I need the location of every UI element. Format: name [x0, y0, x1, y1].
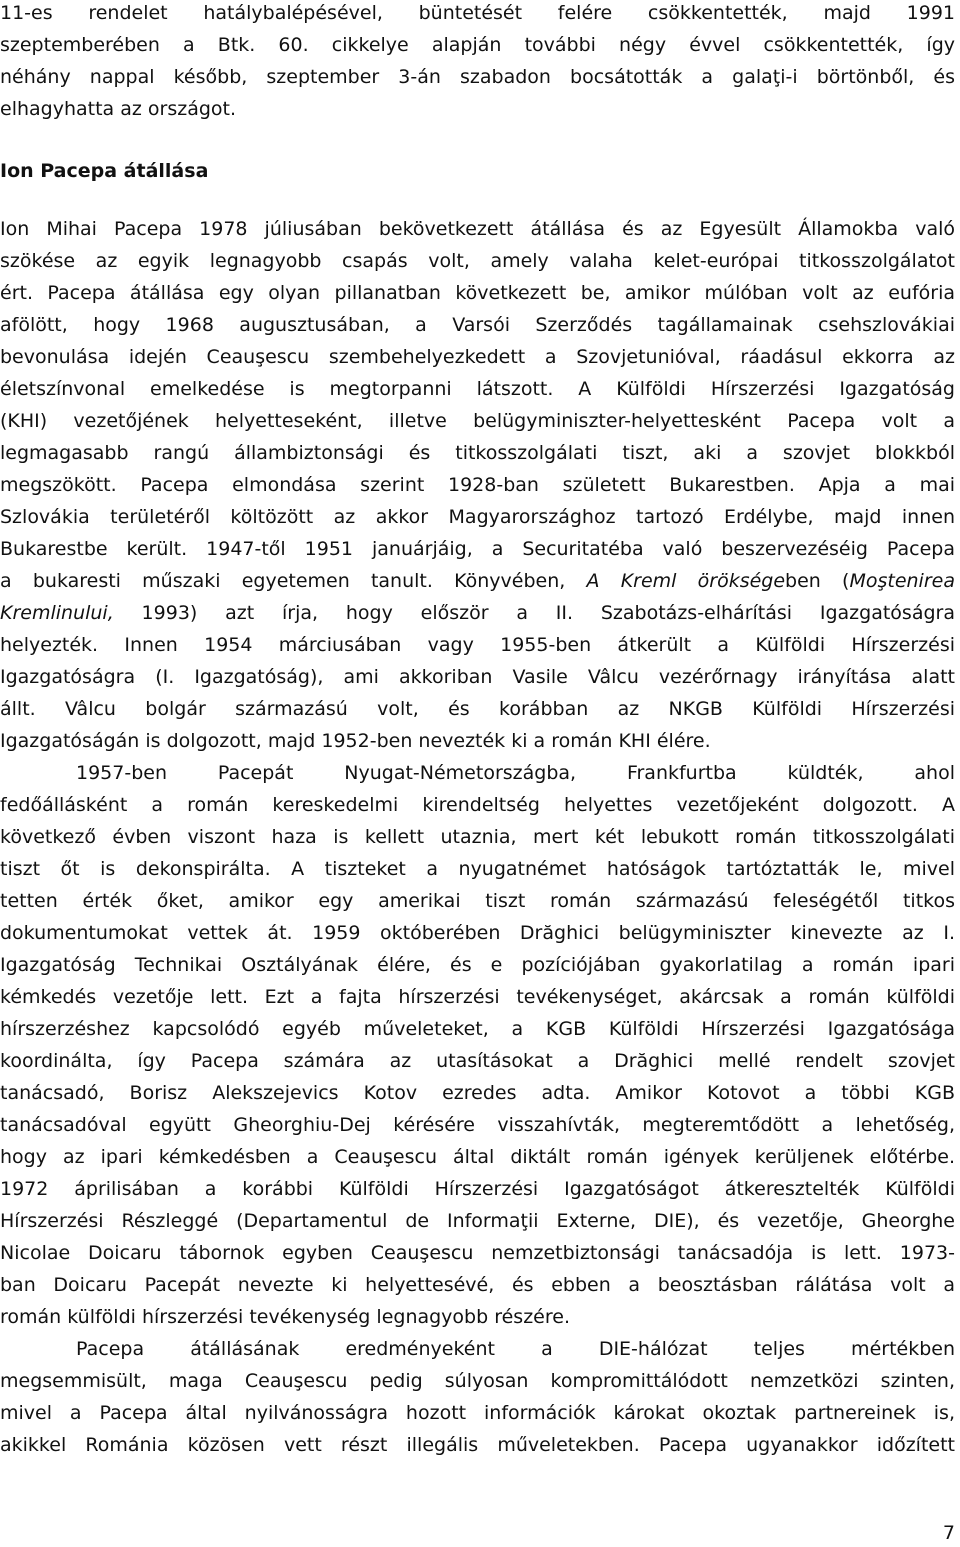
paragraph-line: tanácsadóval együtt Gheorghiu-Dej kérésére visszahívták, megteremtődött a lehetőség,	[0, 1114, 955, 1136]
paragraph-line: Ion Mihai Pacepa 1978 júliusában bekövetkezett átállása és az Egyesült Államokba való	[0, 218, 955, 240]
paragraph-line: bevonulása idején Ceauşescu szembehelyezkedett a Szovjetunióval, ráadásul ekkorra az	[0, 346, 955, 368]
paragraph-line: következő évben viszont haza is kellett utaznia, mert két lebukott román titkosszolgálati	[0, 826, 955, 848]
paragraph-line: Szlovákia területéről költözött az akkor Magyarországhoz tartozó Erdélybe, majd innen	[0, 506, 955, 528]
paragraph-line: tiszt őt is dekonspirálta. A tiszteket a nyugatnémet hatóságok tartóztatták le, mivel	[0, 858, 955, 880]
paragraph-line: mivel a Pacepa által nyilvánosságra hozott információk károkat okoztak partnereinek is,	[0, 1402, 955, 1424]
paragraph-line: Igazgatóság Technikai Osztályának élére, és e pozíciójában gyakorlatilag a román ipari	[0, 954, 955, 976]
paragraph-line: dokumentumokat vettek át. 1959 októberében Drăghici belügyminiszter kinevezte az I.	[0, 922, 955, 944]
paragraph-line: fedőállásként a román kereskedelmi kirendeltség helyettes vezetőjeként dolgozott. A	[0, 794, 955, 816]
page-number: 7	[942, 1522, 955, 1544]
line-text: a bukaresti műszaki egyetemen tanult. Könyvében,	[0, 570, 587, 592]
paragraph-line: életszínvonal emelkedése is megtorpanni látszott. A Külföldi Hírszerzési Igazgatóság	[0, 378, 955, 400]
original-title-end: Kremlinului,	[0, 602, 114, 624]
paragraph-line: megsemmisült, maga Ceauşescu pedig súlyosan kompromittálódott nemzetközi szinten,	[0, 1370, 955, 1392]
intro-line: néhány nappal később, szeptember 3-án szabadon bocsátották a galaţi-i börtönből, és	[0, 66, 955, 88]
paragraph-line: kémkedés vezetője lett. Ezt a fajta hírszerzési tevékenységet, akárcsak a román külföldi	[0, 986, 955, 1008]
paragraph-line: koordinálta, így Pacepa számára az utasításokat a Drăghici mellé rendelt szovjet	[0, 1050, 955, 1072]
intro-line: szeptemberében a Btk. 60. cikkelye alapján további négy évvel csökkentették, így	[0, 34, 955, 56]
line-text: 1993) azt írja, hogy először a II. Szabotázs-elhárítási Igazgatóságra	[113, 602, 955, 624]
line-text: ben (	[785, 570, 850, 592]
paragraph-line: Pacepa átállásának eredményeként a DIE-hálózat teljes mértékben	[76, 1338, 955, 1360]
section-heading: Ion Pacepa átállása	[0, 160, 209, 182]
paragraph-line-with-title	[0, 565, 955, 597]
paragraph-line: tetten érték őket, amikor egy amerikai tiszt román származású feleségétől titkos	[0, 890, 955, 912]
intro-line: 11-es rendelet hatálybalépésével, büntetését felére csökkentették, majd 1991	[0, 2, 955, 24]
paragraph-line: ban Doicaru Pacepát nevezte ki helyettesévé, és ebben a beosztásban rálátása volt a	[0, 1274, 955, 1296]
paragraph-line: helyezték. Innen 1954 márciusában vagy 1955-ben átkerült a Külföldi Hírszerzési	[0, 634, 955, 656]
intro-line: elhagyhatta az országot.	[0, 98, 237, 120]
paragraph-line: hogy az ipari kémkedésben a Ceauşescu által diktált román igények kerüljenek előtérbe.	[0, 1146, 955, 1168]
paragraph-line: legmagasabb rangú állambiztonsági és titkosszolgálati tiszt, aki a szovjet blokkból	[0, 442, 955, 464]
paragraph-line: tanácsadó, Borisz Alekszejevics Kotov ezredes adta. Amikor Kotovot a többi KGB	[0, 1082, 955, 1104]
paragraph-line: hírszerzéshez kapcsolódó egyéb műveleteket, a KGB Külföldi Hírszerzési Igazgatósága	[0, 1018, 955, 1040]
paragraph-line: (KHI) vezetőjének helyetteseként, illetve belügyminiszter-helyettesként Pacepa volt a	[0, 410, 955, 432]
original-title: Moştenirea	[849, 570, 955, 592]
paragraph-line: állt. Vâlcu bolgár származású volt, és korábban az NKGB Külföldi Hírszerzési	[0, 698, 955, 720]
paragraph-line: 1972 áprilisában a korábbi Külföldi Hírszerzési Igazgatóságot átkeresztelték Külföldi	[0, 1178, 955, 1200]
paragraph-line: szökése az egyik legnagyobb csapás volt, amely valaha kelet-európai titkosszolgálatot	[0, 250, 955, 272]
paragraph-line: Bukarestbe került. 1947-től 1951 januárjáig, a Securitatéba való beszervezéséig Pacepa	[0, 538, 955, 560]
paragraph-line: Nicolae Doicaru tábornok egyben Ceauşescu nemzetbiztonsági tanácsadója is lett. 1973-	[0, 1242, 955, 1264]
paragraph-line: Igazgatóságán is dolgozott, majd 1952-ben nevezték ki a román KHI élére.	[0, 730, 711, 752]
book-title: A Kreml öröksége	[586, 570, 786, 592]
paragraph-line: ért. Pacepa átállása egy olyan pillanatban következett be, amikor múlóban volt az eufória	[0, 282, 955, 304]
paragraph-line: Hírszerzési Részleggé (Departamentul de Informaţii Externe, DIE), és vezetője, Gheorghe	[0, 1210, 955, 1232]
paragraph-line: Igazgatóságra (I. Igazgatóság), ami akkoriban Vasile Vâlcu vezérőrnagy irányítása alatt	[0, 666, 955, 688]
paragraph-line: megszökött. Pacepa elmondása szerint 1928-ban született Bukarestben. Apja a mai	[0, 474, 955, 496]
paragraph-line: afölött, hogy 1968 augusztusában, a Varsói Szerződés tagállamainak csehszlovákiai	[0, 314, 955, 336]
paragraph-line: román külföldi hírszerzési tevékenység legnagyobb részére.	[0, 1306, 570, 1328]
paragraph-line: 1957-ben Pacepát Nyugat-Németországba, Frankfurtba küldték, ahol	[76, 762, 955, 784]
paragraph-line: akikkel Románia közösen vett részt illegális műveletekben. Pacepa ugyanakkor időzített	[0, 1434, 955, 1456]
paragraph-line-with-title	[0, 597, 955, 629]
